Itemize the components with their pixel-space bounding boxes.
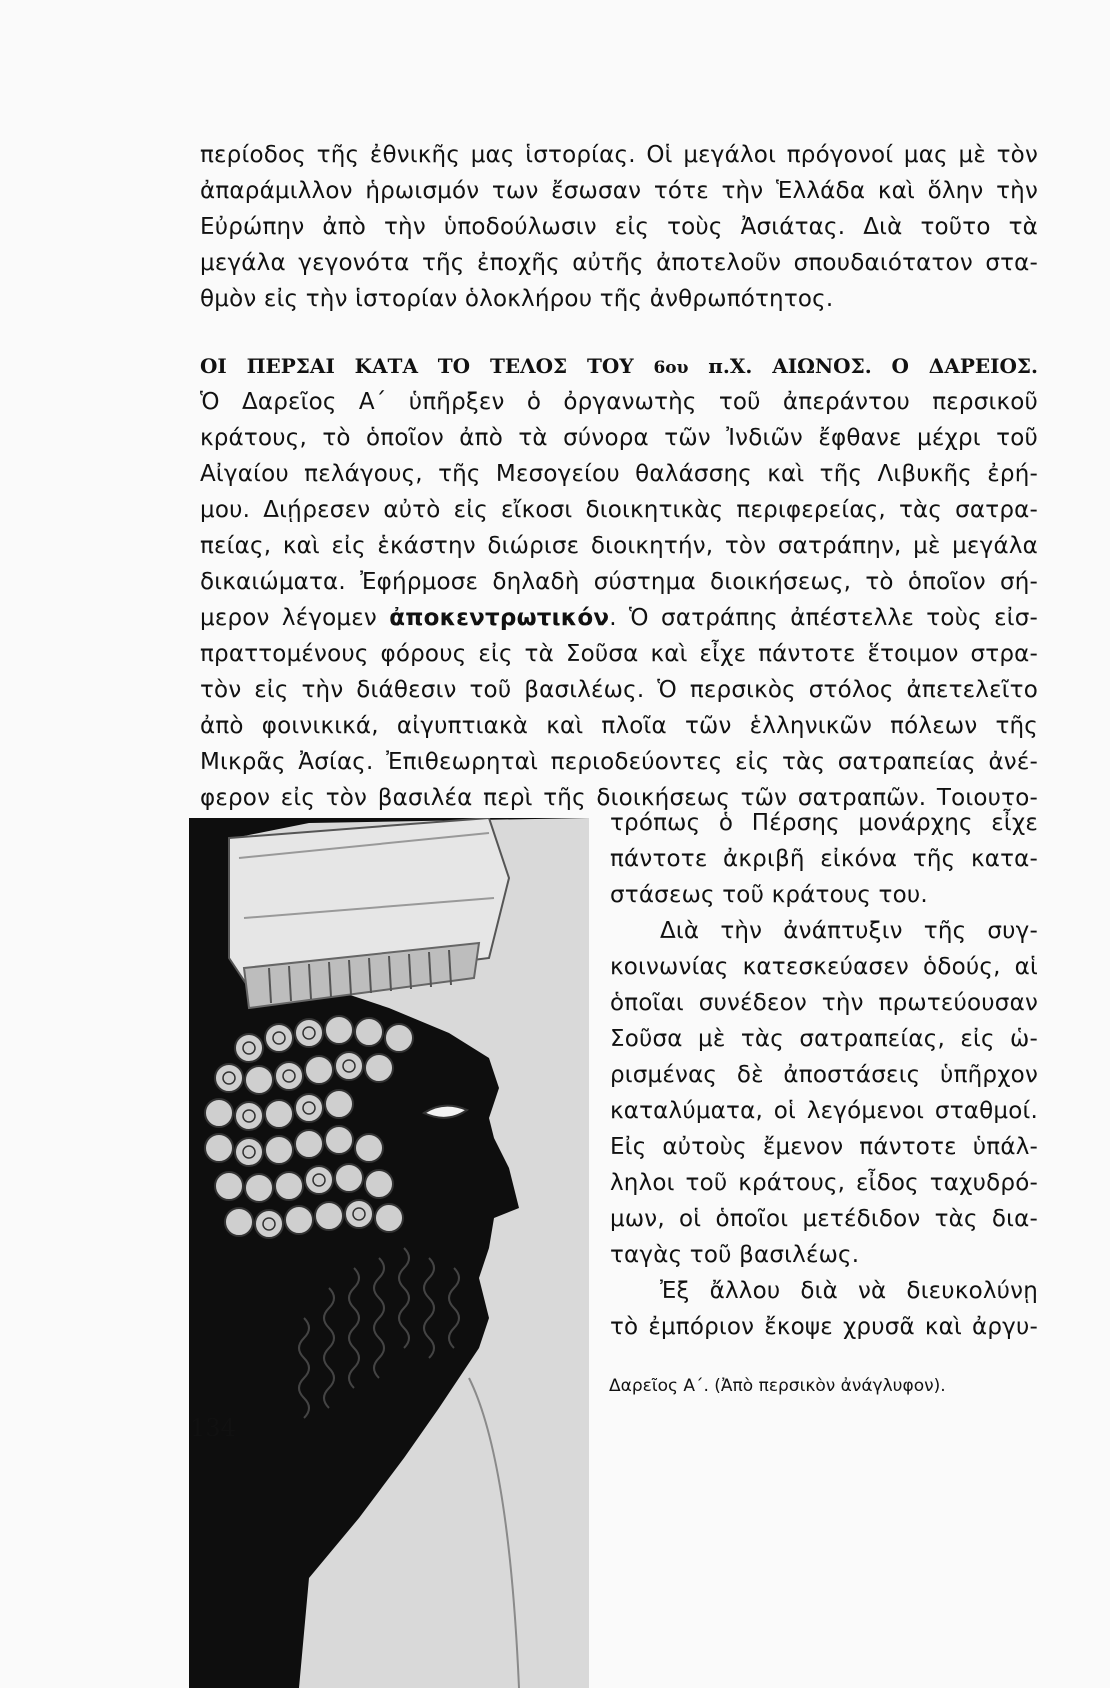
text-line: Ὁ Δαρεῖος Α΄ ὑπῆρξεν ὁ ὀργανωτὴς τοῦ ἀπεράντου περσικοῦ: [200, 389, 1038, 415]
text-line: καταλύματα, οἱ λεγόμενοι σταθμοί.: [610, 1098, 1038, 1124]
text-line: Μικρᾶς Ἀσίας. Ἐπιθεωρηταὶ περιοδεύοντες εἰς τὰς σατραπείας ἀνέ-: [200, 749, 1038, 775]
text-line: ἀπὸ φοινικικά, αἰγυπτιακὰ καὶ πλοῖα τῶν ἑλληνικῶν πόλεων τῆς: [200, 713, 1038, 739]
text-line: Αἰγαίου πελάγους, τῆς Μεσογείου θαλάσσης καὶ τῆς Λιβυκῆς ἐρή-: [200, 461, 1038, 487]
section-heading: [200, 352, 1038, 382]
text-line: ρισμένας δὲ ἀποστάσεις ὑπῆρχον: [610, 1062, 1038, 1088]
heading-part-1: ΟΙ ΠΕΡΣΑΙ ΚΑΤΑ ΤΟ ΤΕΛΟΣ ΤΟΥ: [200, 354, 634, 378]
heading-ordinal: 6ου: [653, 358, 689, 378]
text-line: μου. Διῄρεσεν αὐτὸ εἰς εἴκοσι διοικητικὰς περιφερείας, τὰς σατρα-: [200, 497, 1038, 523]
text-line: τρόπως ὁ Πέρσης μονάρχης εἶχε: [610, 810, 1038, 836]
text-line: δικαιώματα. Ἐφήρμοσε δηλαδὴ σύστημα διοικήσεως, τὸ ὁποῖον σή-: [200, 569, 1038, 595]
text-line: Εἰς αὐτοὺς ἔμενον πάντοτε ὑπάλ-: [610, 1134, 1038, 1160]
text-line: θμὸν εἰς τὴν ἱστορίαν ὁλοκλήρου τῆς ἀνθρωπότητος.: [200, 286, 834, 312]
text-line: περίοδος τῆς ἐθνικῆς μας ἱστορίας. Οἱ μεγάλοι πρόγονοί μας μὲ τὸν: [200, 142, 1038, 168]
text-line: φερον εἰς τὸν βασιλέα περὶ τῆς διοικήσεως τῶν σατραπῶν. Τοιουτο-: [200, 785, 1038, 811]
text-line: πάντοτε ἀκριβῆ εἰκόνα τῆς κατα-: [610, 846, 1038, 872]
text-line: μων, οἱ ὁποῖοι μετέδιδον τὰς δια-: [610, 1206, 1038, 1232]
text-line: Διὰ τὴν ἀνάπτυξιν τῆς συγ-: [660, 918, 1038, 944]
text-line: τὸν εἰς τὴν διάθεσιν τοῦ βασιλέως. Ὁ περσικὸς στόλος ἀπετελεῖτο: [200, 677, 1038, 703]
text-line: κοινωνίας κατεσκεύασεν ὁδούς, αἱ: [610, 954, 1038, 980]
text-line: πείας, καὶ εἰς ἑκάστην διώρισε διοικητήν, τὸν σατράπην, μὲ μεγάλα: [200, 533, 1038, 559]
text-line: τὸ ἐμπόριον ἔκοψε χρυσᾶ καὶ ἀργυ-: [610, 1314, 1038, 1340]
text-fragment: . Ὁ σατράπης ἀπέστελλε τοὺς εἰσ-: [609, 605, 1038, 631]
figure-caption: Δαρεῖος Α΄. (Ἀπὸ περσικὸν ἀνάγλυφον).: [609, 1376, 946, 1396]
text-line: στάσεως τοῦ κράτους του.: [610, 882, 928, 908]
emphasized-term: ἀποκεντρωτικόν: [389, 605, 610, 631]
darius-relief-image: [189, 818, 589, 1688]
text-line: πραττομένους φόρους εἰς τὰ Σοῦσα καὶ εἶχε πάντοτε ἕτοιμον στρα-: [200, 641, 1038, 667]
text-line: μεγάλα γεγονότα τῆς ἐποχῆς αὐτῆς ἀποτελοῦν σπουδαιότατον στα-: [200, 250, 1038, 276]
page-number: 134: [190, 1414, 236, 1442]
text-line-with-emphasis: [200, 603, 1038, 635]
text-line: ταγὰς τοῦ βασιλέως.: [610, 1242, 860, 1268]
text-line: κράτους, τὸ ὁποῖον ἀπὸ τὰ σύνορα τῶν Ἰνδιῶν ἔφθανε μέχρι τοῦ: [200, 425, 1038, 451]
text-line: Εὐρώπην ἀπὸ τὴν ὑποδούλωσιν εἰς τοὺς Ἀσιάτας. Διὰ τοῦτο τὰ: [200, 214, 1038, 240]
text-line: ληλοι τοῦ κράτους, εἶδος ταχυδρό-: [610, 1170, 1038, 1196]
text-fragment: μερον λέγομεν: [200, 605, 390, 631]
heading-part-2: π.Χ. ΑΙΩΝΟΣ. Ο ΔΑΡΕΙΟΣ.: [708, 354, 1039, 378]
text-line: ἀπαράμιλλον ἡρωισμόν των ἔσωσαν τότε τὴν Ἑλλάδα καὶ ὅλην τὴν: [200, 178, 1038, 204]
text-line: Ἐξ ἄλλου διὰ νὰ διευκολύνῃ: [660, 1278, 1038, 1304]
text-line: Σοῦσα μὲ τὰς σατραπείας, εἰς ὡ-: [610, 1026, 1038, 1052]
text-line: ὁποῖαι συνέδεον τὴν πρωτεύουσαν: [610, 990, 1038, 1016]
